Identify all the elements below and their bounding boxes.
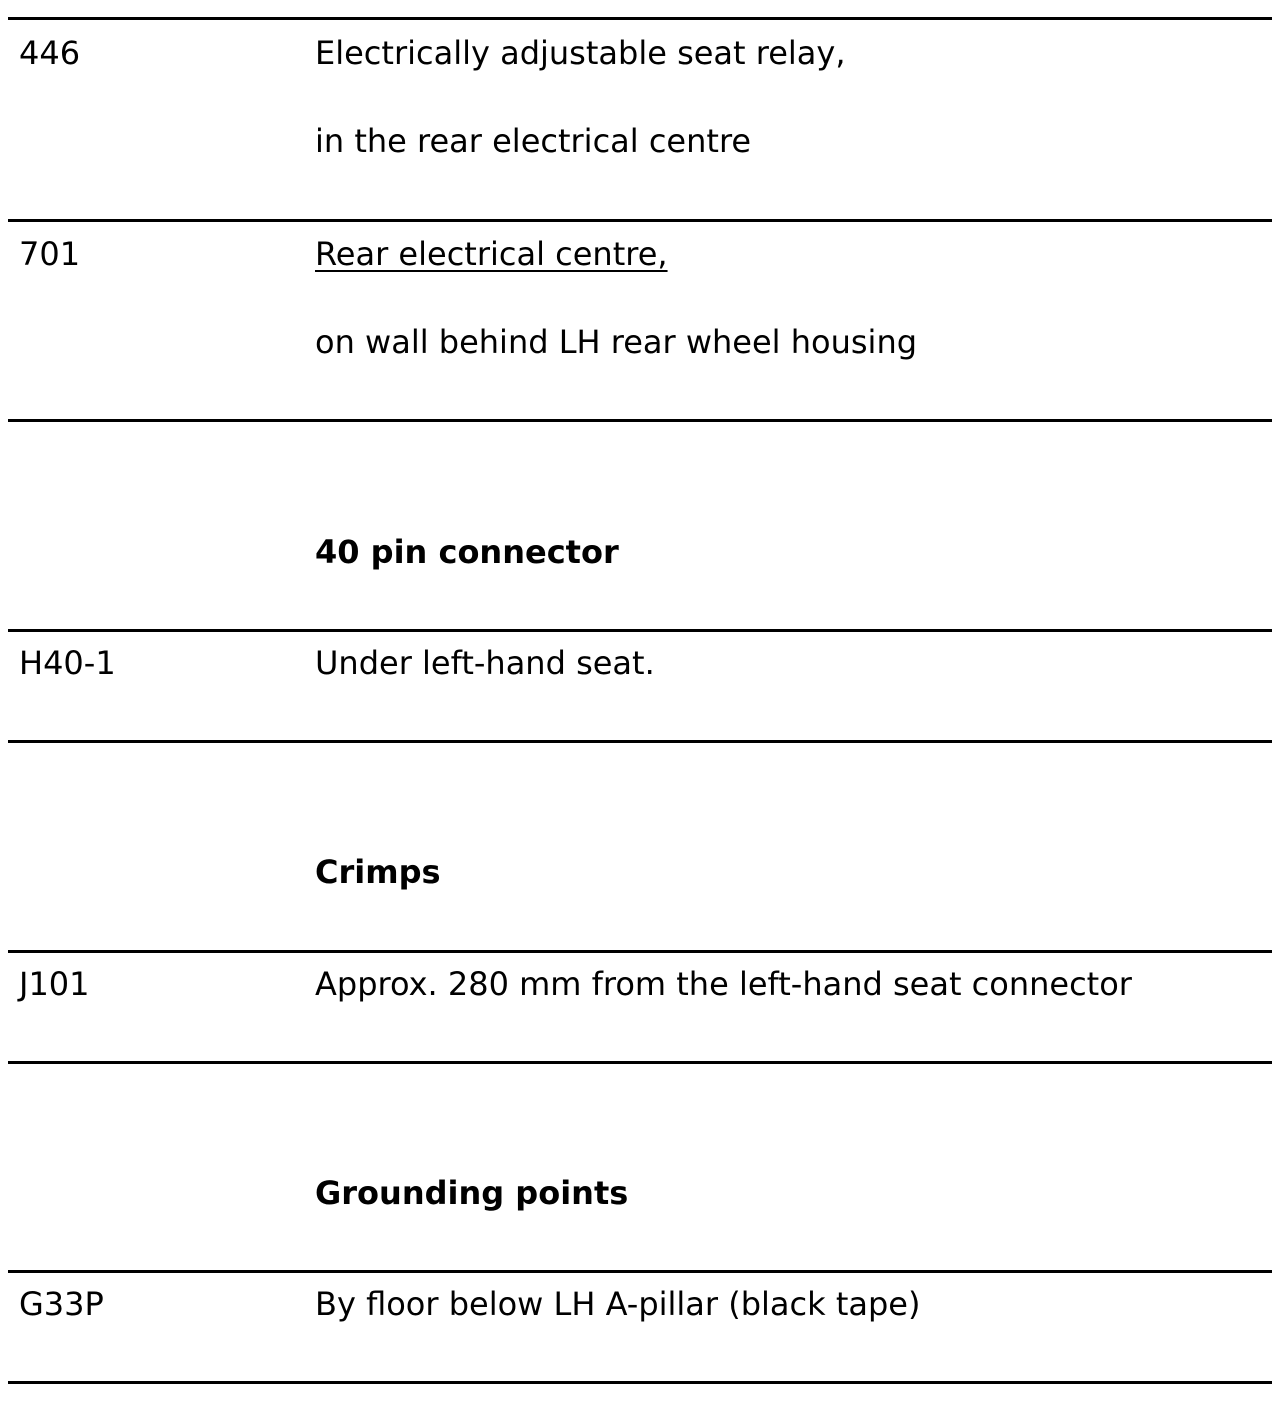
section-heading: Grounding points [315, 1174, 629, 1212]
table-rule [8, 1061, 1272, 1064]
component-location: Approx. 280 mm from the left-hand seat connector [315, 965, 1132, 1003]
table-rule [8, 17, 1272, 20]
component-code: 701 [19, 235, 81, 273]
component-location: on wall behind LH rear wheel housing [315, 323, 918, 361]
component-code: G33P [19, 1285, 104, 1323]
table-rule [8, 1381, 1272, 1384]
section-heading: 40 pin connector [315, 533, 619, 571]
table-rule [8, 419, 1272, 422]
table-rule [8, 629, 1272, 632]
table-rule [8, 950, 1272, 953]
component-description: Electrically adjustable seat relay, [315, 34, 846, 72]
table-rule [8, 1270, 1272, 1273]
section-heading: Crimps [315, 853, 441, 891]
table-rule [8, 219, 1272, 222]
component-description-link[interactable]: Rear electrical centre, [315, 235, 668, 273]
component-location: Under left-hand seat. [315, 644, 655, 682]
component-code: J101 [19, 965, 90, 1003]
component-location: By floor below LH A-pillar (black tape) [315, 1285, 921, 1323]
component-location: in the rear electrical centre [315, 122, 752, 160]
table-rule [8, 740, 1272, 743]
component-code: 446 [19, 34, 81, 72]
component-code: H40-1 [19, 644, 116, 682]
